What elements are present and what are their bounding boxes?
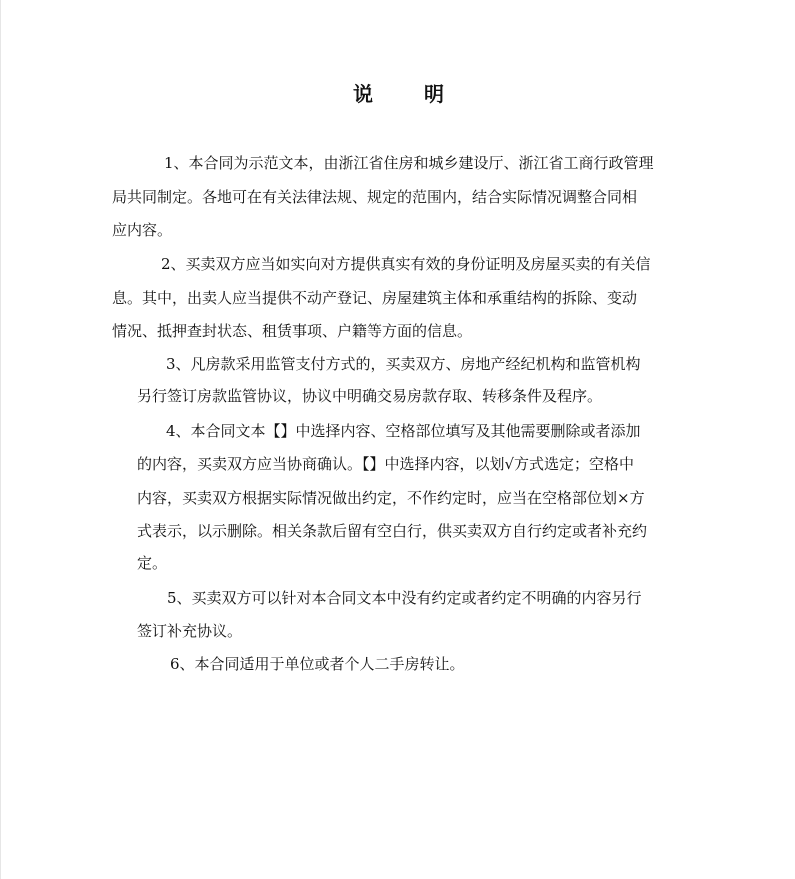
item-4-line-4: 式表示，以示删除。相关条款后留有空白行，供买卖双方自行约定或者补充约 <box>137 522 648 540</box>
page-title: 说 明 <box>353 82 466 106</box>
item-2-line-3: 情况、抵押查封状态、租赁事项、户籍等方面的信息。 <box>112 322 473 340</box>
item-1-line-1: 1、本合同为示范文本，由浙江省住房和城乡建设厅、浙江省工商行政管理 <box>164 154 654 172</box>
item-4-line-2: 的内容，买卖双方应当协商确认。【】中选择内容，以划√方式选定；空格中 <box>137 455 635 473</box>
item-6-line-1: 6、本合同适用于单位或者个人二手房转让。 <box>170 655 465 673</box>
item-4-line-5: 定。 <box>137 554 168 572</box>
item-1-line-3: 应内容。 <box>112 221 173 239</box>
item-3-line-2: 另行签订房款监管协议，协议中明确交易房款存取、转移条件及程序。 <box>137 387 603 405</box>
item-5-line-2: 签订补充协议。 <box>137 622 243 640</box>
item-2-line-2: 息。其中，出卖人应当提供不动产登记、房屋建筑主体和承重结构的拆除、变动 <box>112 289 638 307</box>
item-3-line-1: 3、凡房款采用监管支付方式的，买卖双方、房地产经纪机构和监管机构 <box>166 355 641 373</box>
item-4-line-3: 内容，买卖双方根据实际情况做出约定，不作约定时，应当在空格部位划×方 <box>137 489 645 507</box>
item-1-line-2: 局共同制定。各地可在有关法律法规、规定的范围内，结合实际情况调整合同相 <box>112 188 638 206</box>
item-2-line-1: 2、买卖双方应当如实向对方提供真实有效的身份证明及房屋买卖的有关信 <box>161 255 651 273</box>
item-4-line-1: 4、本合同文本【】中选择内容、空格部位填写及其他需要删除或者添加 <box>166 422 641 440</box>
item-5-line-1: 5、买卖双方可以针对本合同文本中没有约定或者约定不明确的内容另行 <box>167 589 642 607</box>
